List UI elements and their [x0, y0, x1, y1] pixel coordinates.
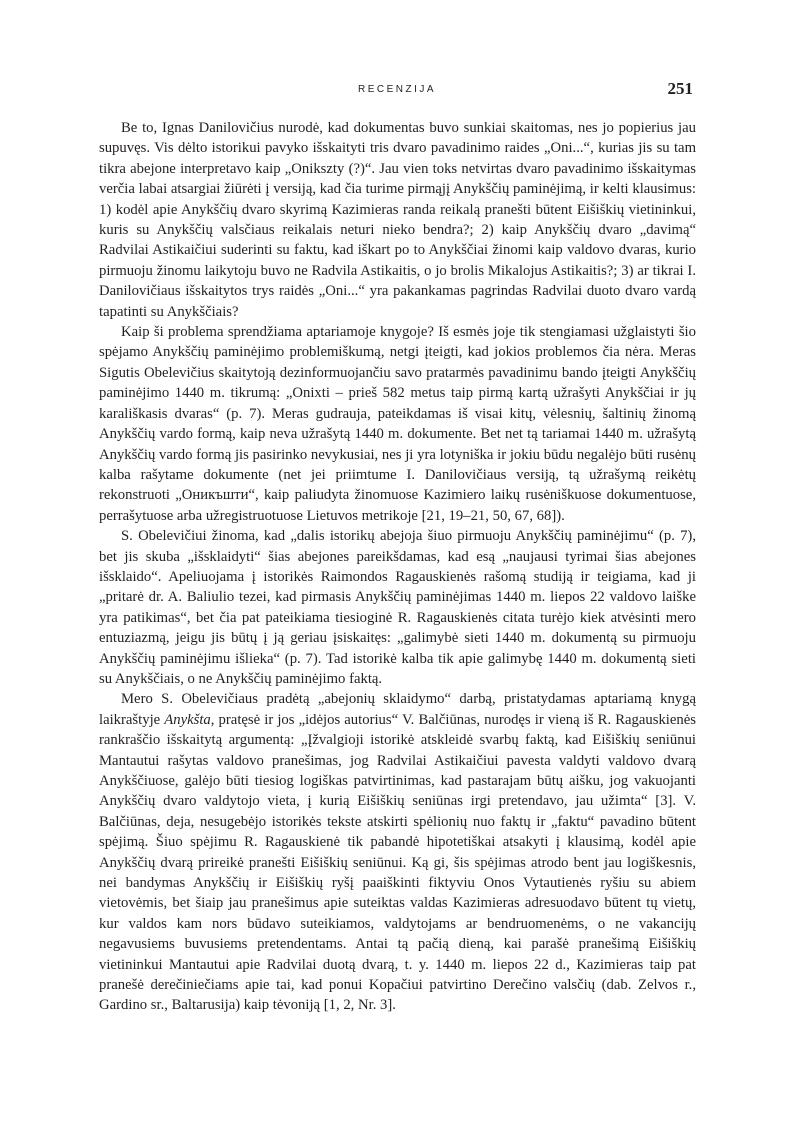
paragraph-1-text: Be to, Ignas Danilovičius nurodė, kad dokumentas buvo sunkiai skaitomas, nes jo popierius jau supuvęs. Vis dėlto istorikui pavyko išskaityti tris dvaro pavadinimo raides „Oni...“, kurias jis su tam tikra abejone interpretavo kaip „Onikszty (?)“. Jau vien toks netvirtas dvaro pavadinimo išskaitymas verčia labai atsargiai žiūrėti į versiją, kad čia turime pirmąjį Anykščių paminėjimą, ir kelti klausimus: 1) kodėl apie Anykščių dvaro skyrimą Kazimieras randa reikalą pranešti būtent Eišiškių vietininkui, kuris su Anykščių valsčiaus reikalais neturi nieko bendra?; 2) kaip Anykščių dvaro „davimą“ Radvilai Astikaičiui suderinti su faktu, kad iškart po to Anykščiai žinomi kaip valdovo dvaras, kurio pirmuoju žinomu laikytoju buvo ne Radvila Astikaitis, o jo brolis Mikalojus Astikaitis?; 3) ar tikrai I. Danilovičiaus išskaitytos trys raidės „Oni...“ yra pakankamas pagrindas Radvilai duoto dvaro vardą tapatinti su Anykščiais?	[99, 120, 696, 320]
paragraph-1	[99, 118, 696, 322]
paragraph-2	[99, 322, 696, 526]
page-number: 251	[667, 79, 693, 98]
paragraph-3	[99, 526, 696, 689]
article-body	[99, 118, 696, 1016]
paragraph-4	[99, 689, 696, 1016]
paragraph-4-text-a: Mero S. Obelevičiaus pradėtą „abejonių sklaidymo“ darbą, pristatydamas aptariamą knygą laikraštyje	[99, 691, 696, 728]
running-head: RECENZIJA	[357, 84, 437, 95]
paragraph-3-text: S. Obelevičiui žinoma, kad „dalis istorikų abejoja šiuo pirmuoju Anykščių paminėjimu“ (p. 7), bet jis skuba „išsklaidyti“ šias abejones pareikšdamas, kad esą „naujausi tyrimai šias abejones išsklaido“. Apeliuojama į istorikės Raimondos Ragauskienės rašomą studiją ir teigiama, kad ji „pritarė dr. A. Baliulio tezei, kad pirmasis Anykščių paminėjimas 1440 m. liepos 22 valdovo laiške yra patikimas“, bet čia pat pateikiama tiesioginė R. Ragauskienės citata turėjo kiek atvėsinti mero entuziazmą, jeigu jis būtų į ją geriau įsiskaitęs: „galimybė sieti 1440 m. dokumentą su pirmuoju Anykščių paminėjimu išlieka“ (p. 7). Tad istorikė kalba tik apie galimybę 1440 m. dokumentą sieti su Anykščiais, o ne Anykščių paminėjimo faktą.	[99, 528, 696, 687]
paragraph-4-text-b: , pratęsė ir jos „idėjos autorius“ V. Balčiūnas, nurodęs ir vieną iš R. Ragauskienės rankraščio išskaitytą argumentą: „Įžvalgioji istorikė atskleidė svarbų faktą, kad Eišiškių seniūnui Mantautui rašytas valdovo pranešimas, jog Radvilai Astikaičiui pavesta valdyti valdovo dvarą Anykščiuose, galėjo būti tiesiog logiškas patvirtinimas, kad pastarajam būtų aišku, jog vakuojanti Anykščių dvaro valdytojo vieta, į kurią Eišiškių seniūnas irgi pretendavo, jau užimta“ [3]. V. Balčiūnas, deja, nesugebėjo istorikės tekste atskirti spėlionių nuo faktų ir „faktu“ pavadino būtent spėjimą. Šiuo spėjimu R. Ragauskienė tik pabandė hipotetiškai atsakyti į klausimą, kodėl apie Anykščių dvarą prireikė pranešti Eišiškių seniūnui. Ką gi, šis spėjimas atrodo bent jau logiškesnis, nei bandymas Anykščių ir Eišiškių ryšį paaiškinti fiktyviu Onos Vytautienės ryšiu su abiem vietovėmis, bet šiaip jau pranešimus apie suteiktas valdas Kazimieras adresuodavo būtent tų vietų, kur valdos kam nors būdavo suteikiamos, valdytojams ar bendruomenėms, o ne vakancijų negavusiems buvusiems pretendentams. Antai tą pačią dieną, kai parašė pranešimą Eišiškių vietininkui Mantautui apie Radvilai duotą dvarą, t. y. 1440 m. liepos 22 d., Kazimieras taip pat pranešė derečiniečiams apie tai, kad ponui Kopačiui patvirtino Derečino valsčių (dab. Zelvos r., Gardino sr., Baltarusija) kaip tėvoniją [1, 2, Nr. 3].	[99, 711, 696, 1014]
newspaper-title: Anykšta	[164, 711, 211, 728]
paragraph-2-text: Kaip ši problema sprendžiama aptariamoje knygoje? Iš esmės joje tik stengiamasi užglaistyti šio spėjamo Anykščių paminėjimo problemiškumą, netgi įteigti, kad jokios problemos čia nėra. Meras Sigutis Obelevičius skaitytoją dezinformuojančiu savo pratarmės pavadinimu bando įteigti Anykščių paminėjimo 1440 m. tikrumą: „Onixti – prieš 582 metus taip pirmą kartą užrašyti Anykščiai ir jų karališkasis dvaras“ (p. 7). Meras gudrauja, pateikdamas iš visai kitų, vėlesnių, šaltinių žinomą Anykščių vardo formą, kaip neva užrašytą 1440 m. dokumente. Bet net tą tariamai 1440 m. užrašytą Anykščių vardo formą jis pasirinko nevykusiai, nes ji yra lotyniška ir jokiu būdu negalėjo būti rusėnų kalba rašytame dokumente (net jei priimtume I. Danilovičiaus versiją, tą užrašymą reikėtų rekonstruoti „Оникъшти“, kaip paliudyta žinomuose Kazimiero laikų rusėniškuose dokumentuose, perrašytuose arba užregistruotuose Lietuvos metrikoje [21, 19–21, 50, 67, 68]).	[99, 324, 696, 524]
